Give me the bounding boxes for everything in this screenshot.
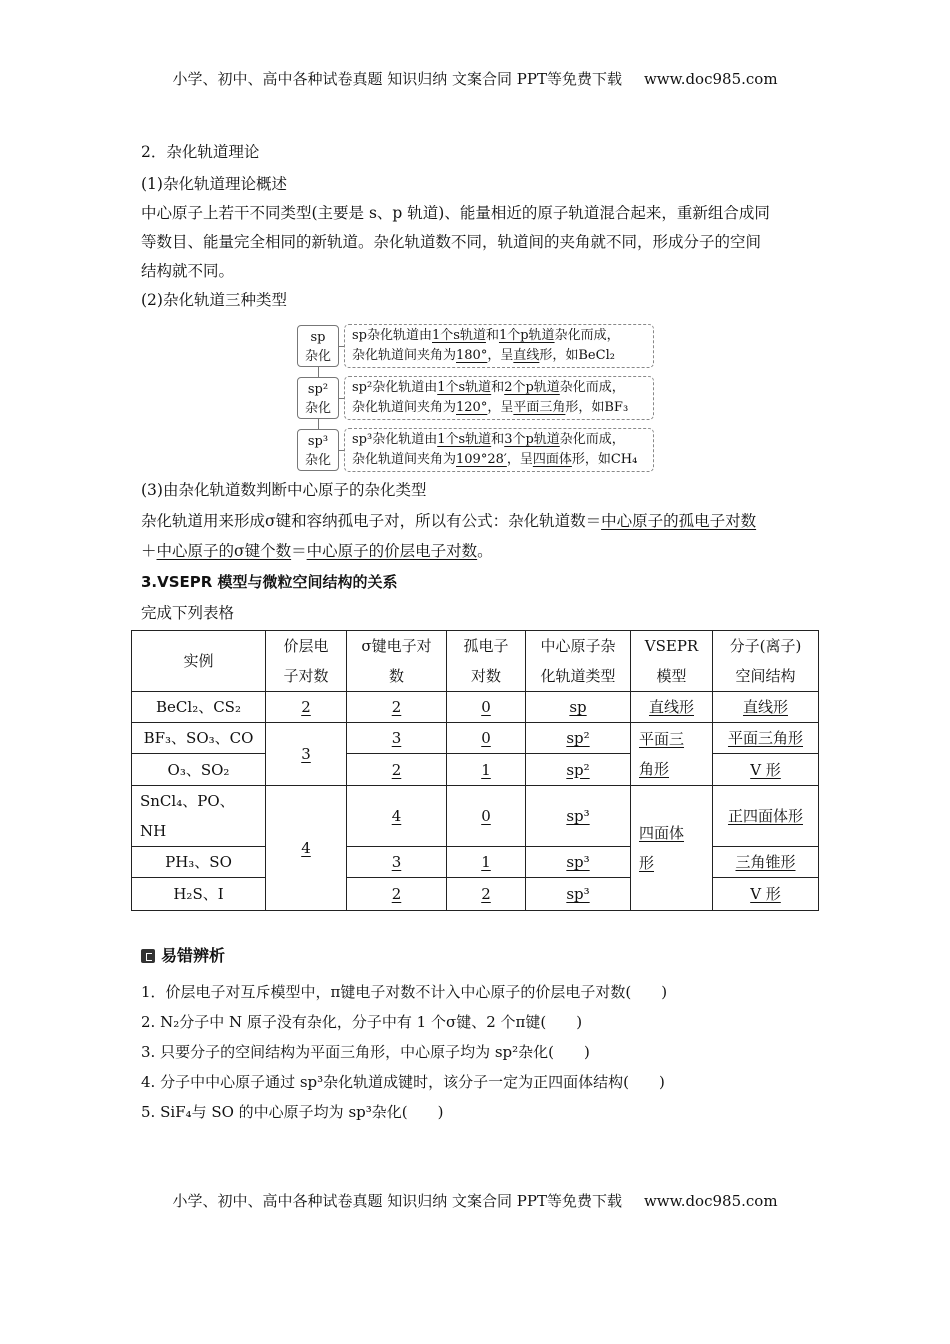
cell-hybridization: sp bbox=[569, 698, 587, 716]
hybrid-description-box bbox=[344, 324, 654, 368]
hybrid-label: 杂化 bbox=[304, 453, 331, 468]
cell-lone: 1 bbox=[481, 760, 491, 779]
cell-example: BF₃、SO₃、CO bbox=[132, 723, 266, 754]
vsepr-table bbox=[131, 630, 819, 911]
cell-valence-pairs: 4 bbox=[301, 839, 311, 857]
underlined-answer: 109°28′ bbox=[456, 452, 507, 467]
underlined-answer: 中心原子的价层电子对数 bbox=[306, 542, 478, 560]
cell-sigma: 3 bbox=[391, 729, 402, 747]
text-segment: 杂化轨道间夹角为 bbox=[352, 400, 457, 415]
cell-shape: 直线形 bbox=[742, 698, 788, 716]
text-segment: 杂化而成， bbox=[554, 328, 620, 343]
subheading: (1)杂化轨道理论概述 bbox=[141, 175, 287, 193]
section-title: 2．杂化轨道理论 bbox=[141, 143, 260, 161]
header-sigma-pairs: σ键电子对 数 bbox=[347, 631, 447, 692]
cell-shape: V 形 bbox=[750, 885, 781, 903]
text-segment: sp²杂化轨道由 bbox=[352, 380, 438, 395]
hybrid-type: sp³ bbox=[307, 434, 329, 449]
table-row bbox=[132, 723, 819, 754]
hybrid-description-box bbox=[344, 428, 654, 472]
text-segment: sp³杂化轨道由 bbox=[352, 432, 438, 447]
header-lone-pairs: 孤电子 对数 bbox=[447, 631, 526, 692]
underlined-answer: 3个p轨道 bbox=[504, 432, 560, 447]
hybrid-description-box bbox=[344, 376, 654, 420]
text-segment: 杂化轨道间夹角为 bbox=[352, 348, 457, 363]
description-line bbox=[352, 398, 653, 418]
text-segment: sp杂化轨道由 bbox=[352, 328, 432, 343]
cell-sigma: 3 bbox=[391, 853, 402, 871]
paragraph-line: 结构就不同。 bbox=[141, 262, 235, 280]
underlined-answer: 120° bbox=[456, 400, 488, 415]
text-segment: ＝ bbox=[291, 542, 307, 560]
hybrid-type-box bbox=[297, 429, 339, 471]
header-valence-pairs: 价层电 子对数 bbox=[266, 631, 347, 692]
hybrid-type-box bbox=[297, 377, 339, 419]
cell-sigma: 2 bbox=[391, 885, 402, 903]
underlined-answer: 2个p轨道 bbox=[504, 380, 560, 395]
header-shape: 分子(离子) 空间结构 bbox=[713, 631, 819, 692]
common-errors-heading: 易错辨析 bbox=[141, 943, 225, 966]
description-line bbox=[352, 430, 653, 450]
table-row bbox=[132, 847, 819, 878]
cell-sigma: 4 bbox=[391, 807, 402, 825]
cell-sigma: 2 bbox=[391, 698, 402, 716]
table-row bbox=[132, 878, 819, 911]
cell-lone: 0 bbox=[481, 807, 491, 825]
subheading: (3)由杂化轨道数判断中心原子的杂化类型 bbox=[141, 481, 427, 499]
text-segment: 形，如BeCl₂ bbox=[539, 348, 615, 363]
cell-vsepr: 直线形 bbox=[648, 698, 694, 716]
table-header-row bbox=[132, 631, 819, 692]
cell-example: O₃、SO₂ bbox=[132, 754, 266, 786]
text-segment: 和 bbox=[485, 328, 499, 343]
judgment-item: 1．价层电子对互斥模型中，π键电子对数不计入中心原子的价层电子对数( ) bbox=[141, 983, 668, 1001]
underlined-answer: 中心原子的σ键个数 bbox=[156, 542, 292, 560]
underlined-answer: 1个s轨道 bbox=[437, 380, 492, 395]
judgment-item: 3. 只要分子的空间结构为平面三角形，中心原子均为 sp²杂化( ) bbox=[141, 1043, 590, 1061]
text-segment: 和 bbox=[491, 432, 505, 447]
cell-example: BeCl₂、CS₂ bbox=[132, 692, 266, 723]
underlined-answer: 四面体 bbox=[532, 452, 572, 467]
cell-example: PH₃、SO bbox=[132, 847, 266, 878]
table-row bbox=[132, 786, 819, 847]
text-segment: 杂化轨道间夹角为 bbox=[352, 452, 457, 467]
cell-hybridization: sp² bbox=[566, 729, 590, 747]
description-line bbox=[352, 346, 653, 366]
table-row bbox=[132, 692, 819, 723]
connector-line bbox=[318, 419, 319, 429]
section-title: 3.VSEPR 模型与微粒空间结构的关系 bbox=[141, 573, 398, 591]
cell-shape: 正四面体形 bbox=[727, 807, 803, 825]
footer-text: 小学、初中、高中各种试卷真题 知识归纳 文案合同 PPT等免费下载 bbox=[172, 1192, 622, 1210]
cell-shape: 平面三角形 bbox=[727, 729, 803, 747]
cell-hybridization: sp² bbox=[566, 760, 590, 779]
table-row bbox=[132, 754, 819, 786]
text-segment: 杂化而成， bbox=[559, 380, 625, 395]
cell-example: H₂S、I bbox=[132, 878, 266, 911]
text-segment: 和 bbox=[491, 380, 505, 395]
cell-hybridization: sp³ bbox=[566, 853, 590, 871]
cell-lone: 1 bbox=[481, 853, 491, 871]
text-segment: ，呈 bbox=[506, 452, 533, 467]
cell-vsepr: 四面体 形 bbox=[631, 786, 713, 911]
cell-shape: 三角锥形 bbox=[735, 853, 796, 871]
cell-vsepr: 平面三 角形 bbox=[631, 723, 713, 786]
underlined-answer: 180° bbox=[456, 348, 488, 363]
subheading: (2)杂化轨道三种类型 bbox=[141, 291, 287, 309]
hybrid-label: 杂化 bbox=[304, 401, 331, 416]
text-segment: 形，如CH₄ bbox=[571, 452, 638, 467]
text-segment: ＋ bbox=[141, 542, 157, 560]
cell-lone: 0 bbox=[481, 729, 491, 747]
footer-url[interactable]: www.doc985.com bbox=[643, 1192, 778, 1210]
table-intro: 完成下列表格 bbox=[141, 604, 235, 622]
cell-shape: V 形 bbox=[750, 760, 781, 779]
cell-sigma: 2 bbox=[391, 760, 402, 779]
section-marker-icon bbox=[141, 949, 155, 963]
underlined-answer: 中心原子的孤电子对数 bbox=[601, 512, 757, 530]
underlined-answer: 1个s轨道 bbox=[432, 328, 486, 343]
underlined-answer: 1个p轨道 bbox=[498, 328, 555, 343]
cell-valence-pairs: 3 bbox=[301, 745, 311, 763]
paragraph-line: 等数目、能量完全相同的新轨道。杂化轨道数不同，轨道间的夹角就不同，形成分子的空间 bbox=[141, 233, 762, 251]
cell-lone: 0 bbox=[481, 698, 491, 716]
header-hybridization: 中心原子杂 化轨道类型 bbox=[526, 631, 631, 692]
description-line bbox=[352, 326, 653, 346]
header-text: 小学、初中、高中各种试卷真题 知识归纳 文案合同 PPT等免费下载 bbox=[172, 70, 622, 88]
cell-hybridization: sp³ bbox=[566, 807, 590, 825]
judgment-item: 2. N₂分子中 N 原子没有杂化，分子中有 1 个σ键、2 个π键( ) bbox=[141, 1013, 583, 1031]
judgment-item: 4. 分子中中心原子通过 sp³杂化轨道成键时，该分子一定为正四面体结构( ) bbox=[141, 1073, 665, 1091]
header-example: 实例 bbox=[132, 631, 266, 692]
paragraph-line: 中心原子上若干不同类型(主要是 s、p 轨道)、能量相近的原子轨道混合起来，重新组合成同 bbox=[141, 204, 770, 222]
formula-line bbox=[141, 537, 493, 566]
description-line bbox=[352, 450, 653, 470]
cell-lone: 2 bbox=[481, 885, 491, 903]
text-segment: ，呈 bbox=[487, 400, 514, 415]
hybrid-type-box bbox=[297, 325, 339, 367]
header-url[interactable]: www.doc985.com bbox=[643, 70, 778, 88]
description-line bbox=[352, 378, 653, 398]
cell-example: SnCl₄、PO、 NH bbox=[132, 786, 266, 847]
underlined-answer: 1个s轨道 bbox=[437, 432, 492, 447]
underlined-answer: 直线 bbox=[513, 348, 540, 363]
cell-valence-pairs: 2 bbox=[301, 698, 311, 716]
formula-line bbox=[141, 507, 756, 536]
underlined-answer: 平面三角 bbox=[513, 400, 566, 415]
page-footer bbox=[0, 1190, 950, 1211]
header-vsepr: VSEPR 模型 bbox=[631, 631, 713, 692]
text-segment: 。 bbox=[477, 542, 493, 560]
text-segment: 杂化而成， bbox=[559, 432, 625, 447]
text-segment: 杂化轨道用来形成σ键和容纳孤电子对，所以有公式：杂化轨道数＝ bbox=[141, 512, 602, 530]
text-segment: ，呈 bbox=[487, 348, 514, 363]
page-header bbox=[0, 68, 950, 89]
text-segment: 形，如BF₃ bbox=[565, 400, 629, 415]
cell-hybridization: sp³ bbox=[566, 885, 590, 903]
hybrid-type: sp² bbox=[307, 382, 329, 397]
hybrid-label: 杂化 bbox=[304, 349, 331, 364]
judgment-item: 5. SiF₄与 SO 的中心原子均为 sp³杂化( ) bbox=[141, 1103, 444, 1121]
hybrid-type: sp bbox=[310, 330, 326, 345]
connector-line bbox=[318, 367, 319, 377]
